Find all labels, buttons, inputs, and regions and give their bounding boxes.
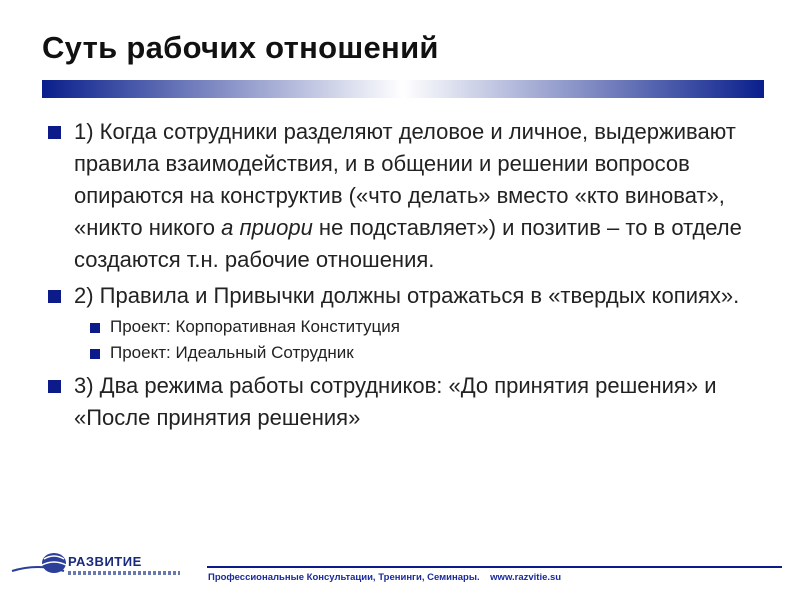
bullet-2-text: 2) Правила и Привычки должны отражаться в «твердых копиях».	[74, 283, 740, 308]
sub-bullet-item-1	[42, 314, 772, 340]
bullet-item-2	[42, 280, 772, 312]
square-bullet-icon	[48, 290, 61, 303]
square-bullet-icon	[48, 380, 61, 393]
footer-text	[208, 572, 561, 583]
bullet-1-italic-text: а приори	[221, 215, 313, 240]
sub-bullet-1-text: Проект: Корпоративная Конституция	[110, 317, 400, 336]
square-bullet-icon	[90, 349, 100, 359]
bullet-1-text-start: 1) Когда сотрудники разделяют деловое и личное, выдерживают правила взаимодействия, и в общении и решении вопросов опираются на конструктив («что делать» вместо «кто виноват», «никто никого	[74, 119, 736, 240]
sub-bullet-item-2	[42, 340, 772, 366]
title-divider	[42, 80, 764, 98]
bullet-item-1	[42, 116, 772, 276]
slide-title: Суть рабочих отношений	[42, 30, 439, 65]
square-bullet-icon	[90, 323, 100, 333]
footer-tagline: Профессиональные Консультации, Тренинги, Семинары.	[208, 572, 480, 583]
bullet-list	[42, 116, 772, 434]
bullet-1-text-end: не подставляет») и позитив – то в отделе создаются т.н. рабочие отношения.	[74, 215, 742, 272]
square-bullet-icon	[48, 126, 61, 139]
footer-divider	[207, 566, 782, 568]
sub-bullet-list	[42, 314, 772, 366]
bullet-item-3	[42, 370, 772, 434]
logo-subtitle-line	[68, 571, 180, 575]
logo-text: РАЗВИТИЕ	[68, 554, 142, 569]
footer-website-link[interactable]: www.razvitie.su	[490, 572, 562, 583]
bullet-3-text: 3) Два режима работы сотрудников: «До принятия решения» и «После принятия решения»	[74, 373, 717, 430]
sub-bullet-2-text: Проект: Идеальный Сотрудник	[110, 343, 354, 362]
